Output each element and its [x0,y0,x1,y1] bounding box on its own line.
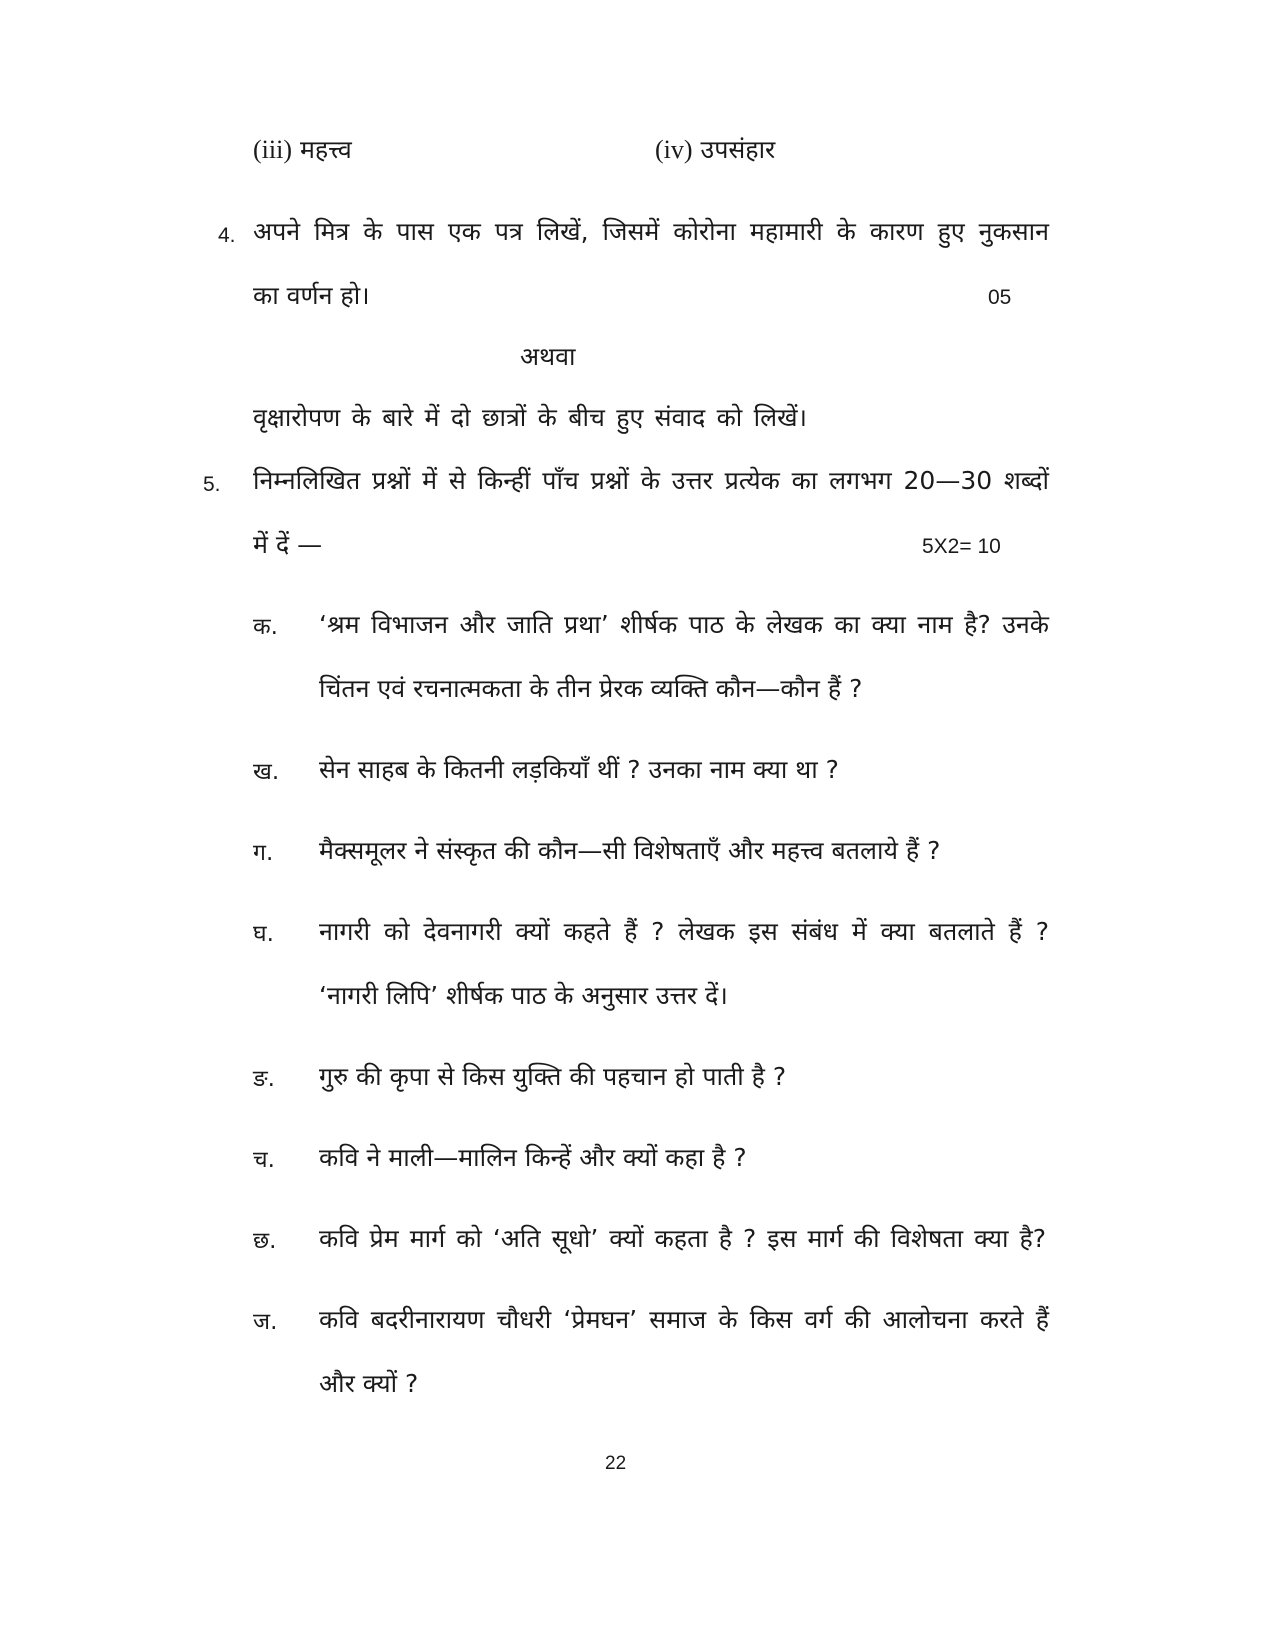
question-4-number: 4. [218,224,236,247]
outline-item-4-number: (iv) [655,135,693,164]
outline-item-3-number: (iii) [253,135,292,164]
question-5-number: 5. [203,473,221,496]
page-number: 22 [605,1453,627,1474]
outline-item-3-text: महत्त्व [299,135,352,164]
question-4-marks: 05 [988,286,1012,309]
outline-item-4 [655,133,775,167]
subquestion-6-line-1: कवि ने माली—मालिन किन्हें और क्यों कहा है ? [319,1143,747,1172]
subquestion-5-line-1: गुरु की कृपा से किस युक्ति की पहचान हो पाती है ? [319,1062,787,1091]
subquestion-3-line-1: मैक्समूलर ने संस्कृत की कौन—सी विशेषताएँ और महत्त्व बतलाये हैं ? [319,836,941,865]
subquestion-label: घ. [253,921,274,947]
subquestion-8-line-1: कवि बदरीनारायण चौधरी ‘प्रेमघन’ समाज के किस वर्ग की आलोचना करते हैं [319,1305,1049,1334]
question-4-line-2: का वर्णन हो। [253,281,370,310]
subquestion-label: च. [253,1147,275,1173]
subquestion-label: क. [253,614,278,640]
subquestion-label: ज. [253,1309,278,1335]
outline-item-3 [253,133,352,167]
subquestion-8-line-2: और क्यों ? [319,1369,419,1398]
subquestion-1-line-2: चिंतन एवं रचनात्मकता के तीन प्रेरक व्यक्ति कौन—कौन हैं ? [319,674,863,703]
subquestion-2-line-1: सेन साहब के कितनी लड़कियाँ थीं ? उनका नाम क्या था ? [319,755,839,784]
subquestion-label: छ. [253,1228,277,1254]
question-5-line-1: निम्नलिखित प्रश्नों में से किन्हीं पाँच प्रश्नों के उत्तर प्रत्येक का लगभग 20—30 शब्दों [253,466,1049,495]
subquestion-1-line-1: ‘श्रम विभाजन और जाति प्रथा’ शीर्षक पाठ के लेखक का क्या नाम है? उनके [319,610,1049,639]
question-4-line-1: अपने मित्र के पास एक पत्र लिखें, जिसमें कोरोना महामारी के कारण हुए नुकसान [253,217,1049,246]
subquestion-label: ङ. [253,1066,275,1092]
question-4-alternative: वृक्षारोपण के बारे में दो छात्रों के बीच हुए संवाद को लिखें। [253,403,807,432]
subquestion-7-line-1: कवि प्रेम मार्ग को ‘अति सूधो’ क्यों कहता है ? इस मार्ग की विशेषता क्या है? [319,1224,1046,1253]
subquestion-label: ग. [253,840,274,866]
question-5-marks: 5X2= 10 [922,535,1001,558]
question-4-or: अथवा [520,342,576,371]
question-5-line-2: में दें — [253,530,323,559]
subquestion-4-line-1: नागरी को देवनागरी क्यों कहते हैं ? लेखक इस संबंध में क्या बतलाते हैं ? [319,917,1049,946]
subquestion-4-line-2: ‘नागरी लिपि’ शीर्षक पाठ के अनुसार उत्तर दें। [319,981,728,1010]
outline-item-4-text: उपसंहार [700,135,776,164]
subquestion-label: ख. [253,759,280,785]
